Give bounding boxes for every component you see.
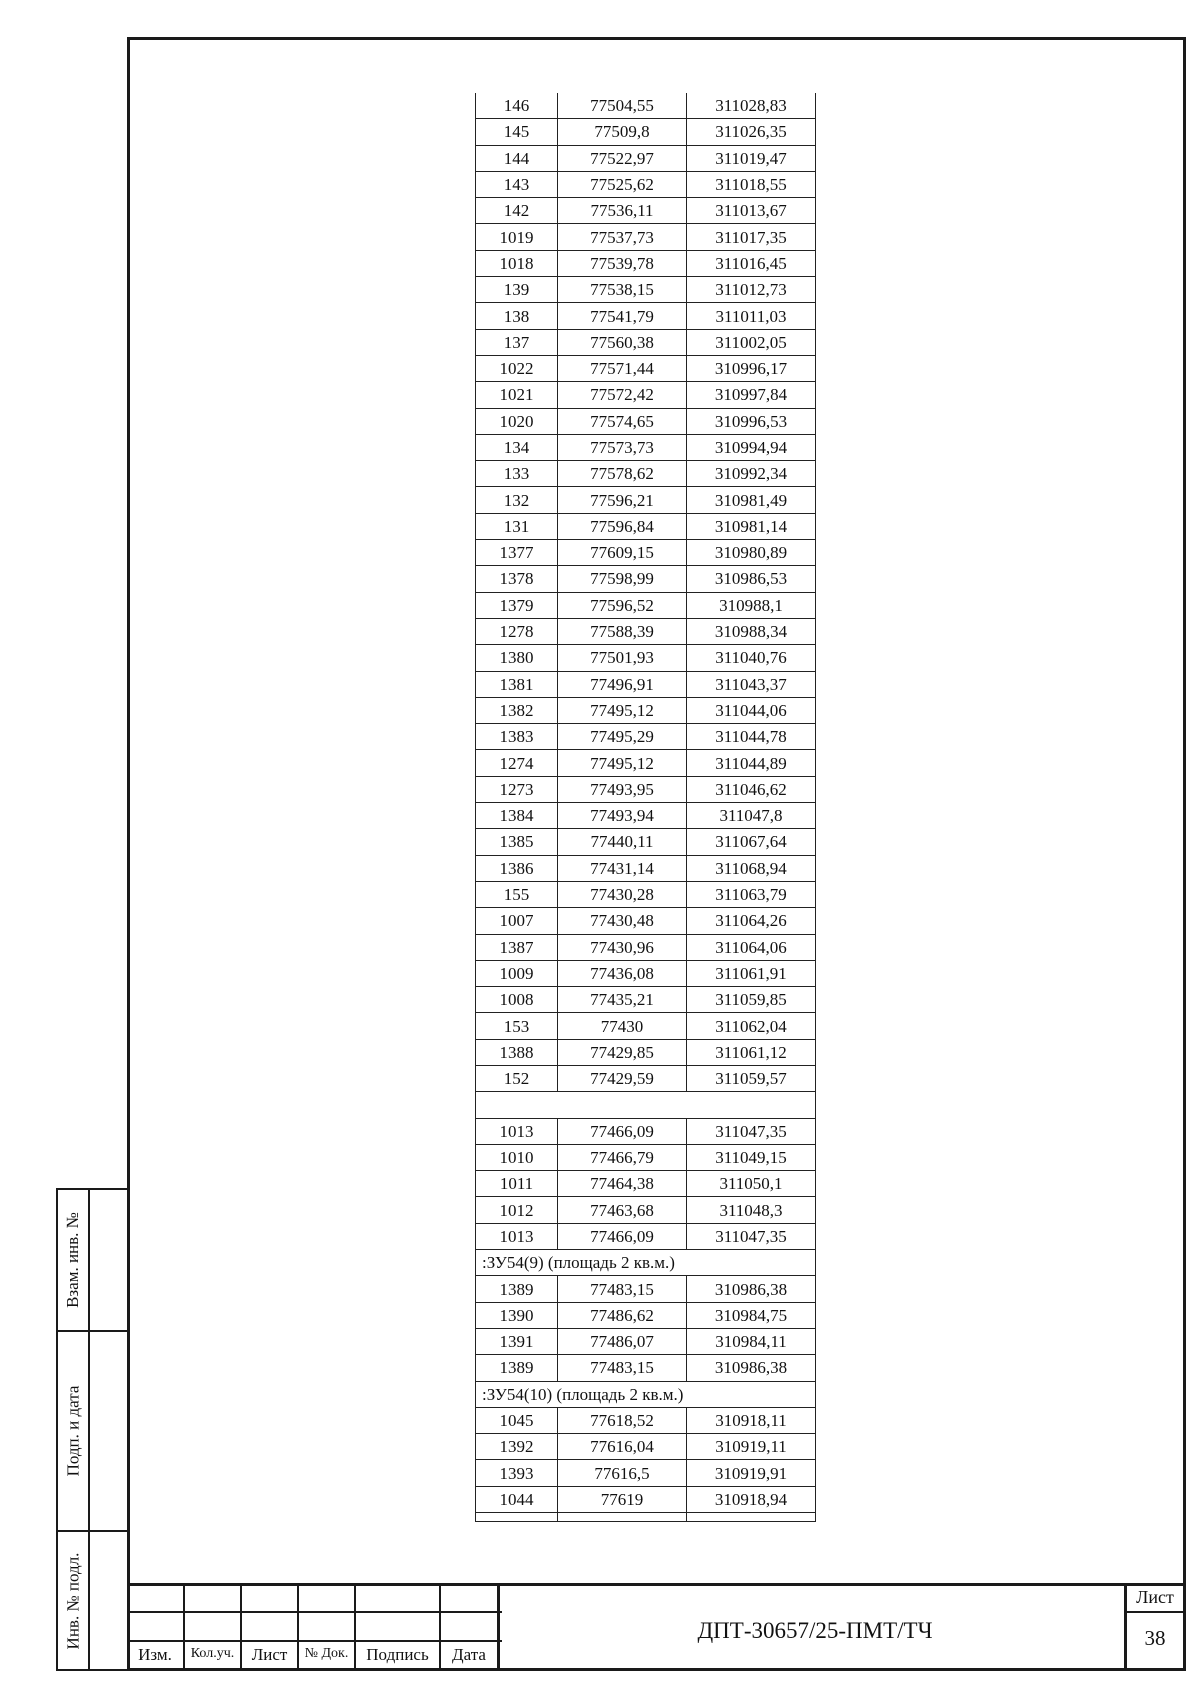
table-row: [476, 487, 816, 513]
table-row: [476, 645, 816, 671]
point-number: 134: [476, 434, 558, 460]
coord-x: 77560,38: [558, 329, 687, 355]
table-row: [476, 1092, 816, 1118]
coord-x: 77596,21: [558, 487, 687, 513]
point-number: 1377: [476, 540, 558, 566]
sheet-number: 38: [1144, 1626, 1166, 1650]
section-header-row: [476, 1381, 816, 1407]
coord-x: 77483,15: [558, 1276, 687, 1302]
coord-x: 77525,62: [558, 171, 687, 197]
point-number: 132: [476, 487, 558, 513]
table-row: [476, 250, 816, 276]
table-row: [476, 1013, 816, 1039]
point-number: 131: [476, 513, 558, 539]
coord-y: 310918,94: [687, 1486, 816, 1512]
table-row: [476, 329, 816, 355]
table-row: [476, 93, 816, 119]
coord-y: 310994,94: [687, 434, 816, 460]
coord-y: 310981,14: [687, 513, 816, 539]
table-row: [476, 1276, 816, 1302]
point-number: 146: [476, 93, 558, 119]
coord-x: 77466,09: [558, 1118, 687, 1144]
table-row: [476, 829, 816, 855]
point-number: 144: [476, 145, 558, 171]
table-row: [476, 881, 816, 907]
coord-x: 77573,73: [558, 434, 687, 460]
coordinates-table: [475, 93, 815, 1522]
empty-cell: [558, 1513, 687, 1522]
coord-x: 77495,12: [558, 697, 687, 723]
coord-y: 311012,73: [687, 277, 816, 303]
point-number: 1389: [476, 1276, 558, 1302]
coord-x: 77429,59: [558, 1065, 687, 1091]
coord-y: 311062,04: [687, 1013, 816, 1039]
point-number: 1274: [476, 750, 558, 776]
coord-x: 77430,28: [558, 881, 687, 907]
coord-y: 311068,94: [687, 855, 816, 881]
stamp-inv: [56, 1530, 130, 1671]
coord-x: 77538,15: [558, 277, 687, 303]
table-row: [476, 1460, 816, 1486]
coord-y: 310981,49: [687, 487, 816, 513]
point-number: 1021: [476, 382, 558, 408]
col-data: Дата: [452, 1645, 486, 1664]
point-number: 1388: [476, 1039, 558, 1065]
coord-x: 77463,68: [558, 1197, 687, 1223]
table-row: [476, 224, 816, 250]
coord-x: 77486,62: [558, 1302, 687, 1328]
table-row: [476, 697, 816, 723]
coord-y: 311018,55: [687, 171, 816, 197]
coord-x: 77504,55: [558, 93, 687, 119]
col-podpis: Подпись: [366, 1645, 429, 1664]
coord-x: 77435,21: [558, 987, 687, 1013]
point-number: 1013: [476, 1118, 558, 1144]
point-number: 1020: [476, 408, 558, 434]
coord-y: 311017,35: [687, 224, 816, 250]
coord-y: 311028,83: [687, 93, 816, 119]
coord-x: 77493,95: [558, 776, 687, 802]
coord-x: 77493,94: [558, 803, 687, 829]
table-row: [476, 960, 816, 986]
table-row: [476, 171, 816, 197]
coord-y: 310918,11: [687, 1407, 816, 1433]
table-row: [476, 355, 816, 381]
sheet-label: Лист: [1136, 1587, 1174, 1607]
coord-y: 311043,37: [687, 671, 816, 697]
stamp-vzam: [56, 1188, 130, 1332]
point-number: 1012: [476, 1197, 558, 1223]
coord-x: 77536,11: [558, 198, 687, 224]
table-row: [476, 145, 816, 171]
coord-x: 77466,09: [558, 1223, 687, 1249]
point-number: 152: [476, 1065, 558, 1091]
coord-x: 77495,12: [558, 750, 687, 776]
empty-cell: [687, 1513, 816, 1522]
empty-row-cell: [476, 1092, 816, 1118]
coord-x: 77598,99: [558, 566, 687, 592]
point-number: 1392: [476, 1434, 558, 1460]
point-number: 1273: [476, 776, 558, 802]
coord-y: 311019,47: [687, 145, 816, 171]
coord-x: 77430: [558, 1013, 687, 1039]
coord-x: 77440,11: [558, 829, 687, 855]
empty-cell: [476, 1513, 558, 1522]
point-number: 1386: [476, 855, 558, 881]
coord-y: 311044,89: [687, 750, 816, 776]
coord-y: 310996,17: [687, 355, 816, 381]
table-row: [476, 855, 816, 881]
coord-x: 77431,14: [558, 855, 687, 881]
coord-x: 77588,39: [558, 618, 687, 644]
table-row: [476, 776, 816, 802]
table-row: [476, 1065, 816, 1091]
point-number: 1381: [476, 671, 558, 697]
point-number: 138: [476, 303, 558, 329]
stamp-inv-label: Инв. № подл.: [63, 1552, 82, 1649]
table-row: [476, 382, 816, 408]
table-row: [476, 618, 816, 644]
point-number: 1379: [476, 592, 558, 618]
table-row: [476, 1039, 816, 1065]
coord-x: 77578,62: [558, 461, 687, 487]
table-row: [476, 1328, 816, 1354]
point-number: 1018: [476, 250, 558, 276]
coord-y: 310988,1: [687, 592, 816, 618]
coord-x: 77483,15: [558, 1355, 687, 1381]
point-number: 142: [476, 198, 558, 224]
coord-y: 311047,8: [687, 803, 816, 829]
section-header: :ЗУ54(9) (площадь 2 кв.м.): [476, 1250, 816, 1276]
table-row: [476, 513, 816, 539]
table-row: [476, 277, 816, 303]
point-number: 1008: [476, 987, 558, 1013]
point-number: 1384: [476, 803, 558, 829]
coord-x: 77436,08: [558, 960, 687, 986]
table-row: [476, 1513, 816, 1522]
point-number: 145: [476, 119, 558, 145]
coord-y: 311002,05: [687, 329, 816, 355]
coord-x: 77430,96: [558, 934, 687, 960]
table-row: [476, 540, 816, 566]
point-number: 1393: [476, 1460, 558, 1486]
stamp-podp: [56, 1330, 130, 1532]
point-number: 1011: [476, 1171, 558, 1197]
table-row: [476, 1434, 816, 1460]
coord-y: 311013,67: [687, 198, 816, 224]
coord-y: 311061,12: [687, 1039, 816, 1065]
document-code: ДПТ-30657/25-ПМТ/ТЧ: [697, 1618, 933, 1643]
coord-x: 77464,38: [558, 1171, 687, 1197]
coord-y: 311064,06: [687, 934, 816, 960]
coord-x: 77609,15: [558, 540, 687, 566]
coord-y: 311046,62: [687, 776, 816, 802]
stamp-vzam-label: Взам. инв. №: [63, 1212, 82, 1308]
table-row: [476, 1302, 816, 1328]
coord-y: 311059,85: [687, 987, 816, 1013]
coord-y: 311047,35: [687, 1118, 816, 1144]
coord-x: 77466,79: [558, 1144, 687, 1170]
coord-y: 310992,34: [687, 461, 816, 487]
coord-y: 310988,34: [687, 618, 816, 644]
coord-y: 310986,38: [687, 1355, 816, 1381]
coord-y: 310984,11: [687, 1328, 816, 1354]
point-number: 1007: [476, 908, 558, 934]
point-number: 1382: [476, 697, 558, 723]
coord-y: 311048,3: [687, 1197, 816, 1223]
coord-y: 311049,15: [687, 1144, 816, 1170]
table-row: [476, 1223, 816, 1249]
coord-x: 77596,84: [558, 513, 687, 539]
table-row: [476, 1355, 816, 1381]
col-kol: Кол.уч.: [190, 1646, 235, 1661]
col-list: Лист: [251, 1645, 288, 1664]
table-row: [476, 934, 816, 960]
point-number: 1045: [476, 1407, 558, 1433]
point-number: 1022: [476, 355, 558, 381]
point-number: 1383: [476, 724, 558, 750]
coord-x: 77429,85: [558, 1039, 687, 1065]
coord-y: 310919,11: [687, 1434, 816, 1460]
coord-y: 311059,57: [687, 1065, 816, 1091]
coord-y: 311011,03: [687, 303, 816, 329]
coord-x: 77522,97: [558, 145, 687, 171]
point-number: 1389: [476, 1355, 558, 1381]
coord-y: 310997,84: [687, 382, 816, 408]
table-row: [476, 987, 816, 1013]
side-stamp: [56, 1188, 130, 1671]
table-row: [476, 408, 816, 434]
coord-x: 77616,5: [558, 1460, 687, 1486]
point-number: 143: [476, 171, 558, 197]
section-header-row: [476, 1250, 816, 1276]
coord-y: 311061,91: [687, 960, 816, 986]
coord-y: 311063,79: [687, 881, 816, 907]
table-row: [476, 1118, 816, 1144]
coord-y: 310919,91: [687, 1460, 816, 1486]
coord-y: 311044,78: [687, 724, 816, 750]
coord-x: 77616,04: [558, 1434, 687, 1460]
coord-x: 77509,8: [558, 119, 687, 145]
coord-x: 77495,29: [558, 724, 687, 750]
table-row: [476, 1144, 816, 1170]
point-number: 155: [476, 881, 558, 907]
table-row: [476, 434, 816, 460]
coord-x: 77572,42: [558, 382, 687, 408]
coord-x: 77571,44: [558, 355, 687, 381]
point-number: 1378: [476, 566, 558, 592]
table-row: [476, 750, 816, 776]
coord-y: 310980,89: [687, 540, 816, 566]
point-number: 1380: [476, 645, 558, 671]
coord-y: 311064,26: [687, 908, 816, 934]
coord-y: 311044,06: [687, 697, 816, 723]
table-row: [476, 198, 816, 224]
coord-x: 77574,65: [558, 408, 687, 434]
coord-y: 311040,76: [687, 645, 816, 671]
table-row: [476, 461, 816, 487]
coord-x: 77430,48: [558, 908, 687, 934]
coord-x: 77541,79: [558, 303, 687, 329]
table-row: [476, 803, 816, 829]
point-number: 1391: [476, 1328, 558, 1354]
stamp-podp-label: Подп. и дата: [63, 1385, 83, 1477]
point-number: 1278: [476, 618, 558, 644]
table-row: [476, 566, 816, 592]
coord-y: 311047,35: [687, 1223, 816, 1249]
table-row: [476, 724, 816, 750]
coord-x: 77501,93: [558, 645, 687, 671]
table-row: [476, 1171, 816, 1197]
coord-y: 310986,53: [687, 566, 816, 592]
point-number: 1013: [476, 1223, 558, 1249]
table-row: [476, 303, 816, 329]
table-row: [476, 908, 816, 934]
coord-x: 77596,52: [558, 592, 687, 618]
point-number: 1019: [476, 224, 558, 250]
coord-x: 77537,73: [558, 224, 687, 250]
table-row: [476, 671, 816, 697]
table-row: [476, 592, 816, 618]
point-number: 139: [476, 277, 558, 303]
coord-x: 77539,78: [558, 250, 687, 276]
coord-y: 310986,38: [687, 1276, 816, 1302]
point-number: 1044: [476, 1486, 558, 1512]
point-number: 1009: [476, 960, 558, 986]
coord-y: 311050,1: [687, 1171, 816, 1197]
point-number: 1385: [476, 829, 558, 855]
coord-y: 311067,64: [687, 829, 816, 855]
coord-y: 310984,75: [687, 1302, 816, 1328]
table-row: [476, 1197, 816, 1223]
table-row: [476, 1486, 816, 1512]
coord-x: 77619: [558, 1486, 687, 1512]
point-number: 1387: [476, 934, 558, 960]
point-number: 133: [476, 461, 558, 487]
coord-y: 310996,53: [687, 408, 816, 434]
col-doc: № Док.: [304, 1646, 349, 1661]
point-number: 1010: [476, 1144, 558, 1170]
point-number: 137: [476, 329, 558, 355]
point-number: 153: [476, 1013, 558, 1039]
coord-x: 77496,91: [558, 671, 687, 697]
col-izm: Изм.: [138, 1645, 172, 1664]
point-number: 1390: [476, 1302, 558, 1328]
section-header: :ЗУ54(10) (площадь 2 кв.м.): [476, 1381, 816, 1407]
table-row: [476, 119, 816, 145]
table-row: [476, 1407, 816, 1433]
coord-x: 77486,07: [558, 1328, 687, 1354]
coord-y: 311026,35: [687, 119, 816, 145]
coord-y: 311016,45: [687, 250, 816, 276]
coord-x: 77618,52: [558, 1407, 687, 1433]
